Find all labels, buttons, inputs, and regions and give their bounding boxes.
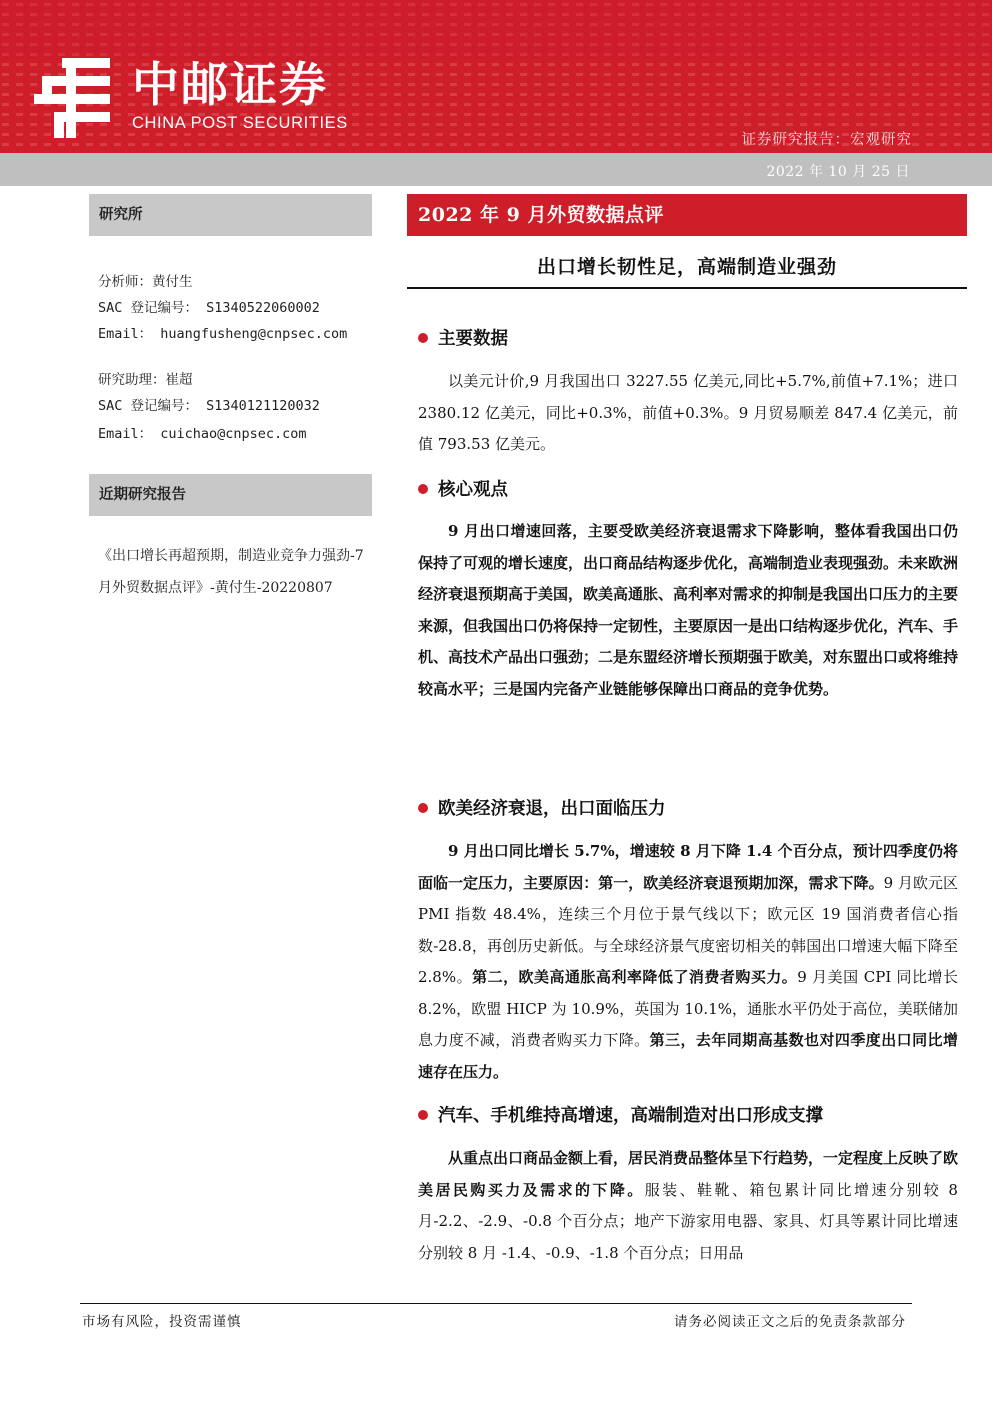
- paragraph-run: 9 月美国 CPI 同比增长 8.2%，欧盟 HICP 为 10.9%，英国为 10.1%，通胀水平仍处于高位，美联储加息力度不减，消费者购买力下降。: [418, 968, 959, 1049]
- paragraph-run-bold: 第三，去年同期高基数也对四季度出口同比增速存在压力。: [418, 1031, 958, 1081]
- section-paragraph: [418, 836, 958, 1088]
- section-heading-europe-us-recession: [418, 795, 666, 820]
- paragraph-run: 服装、鞋靴、箱包累计同比增速分别较 8 月-2.2、-2.9、-0.8 个百分点；地产下游家用电器、家具、灯具等累计同比增速分别较 8 月 -1.4、-0.9、-1.8 个百分点；日用品: [418, 1180, 958, 1262]
- subtitle-divider: [407, 287, 967, 289]
- analyst-name: 分析师：黄付生: [98, 274, 193, 290]
- section-heading-text: 汽车、手机维持高增速，高端制造对出口形成支撑: [438, 1106, 823, 1126]
- section-heading-autos-phones: [418, 1102, 823, 1127]
- assistant-email: Email： cuichao@cnpsec.com: [98, 426, 307, 442]
- paragraph-run-bold: 9 月出口增速回落，主要受欧美经济衰退需求下降影响，整体看我国出口仍保持了可观的增长速度，出口商品结构逐步优化，高端制造业表现强劲。未来欧洲经济衰退预期高于美国，欧美高通胀、高利率对需求的抑制是我国出口压力的主要来源，但我国出口仍将保持一定韧性，主要原因一是出口结构逐步优化，汽车、手机、高技术产品出口强劲；二是东盟经济增长预期强于欧美，对东盟出口或将维持较高水平；三是国内完备产业链能够保障出口商品的竞争优势。: [418, 522, 959, 698]
- section-heading-text: 主要数据: [438, 329, 508, 349]
- paragraph-run-bold: 第二，欧美高通胀高利率降低了消费者购买力。: [472, 968, 798, 986]
- analyst-email: Email： huangfusheng@cnpsec.com: [98, 326, 348, 342]
- section-paragraph: [418, 366, 958, 461]
- section-heading-key-data: [418, 325, 508, 350]
- brand-name-english: CHINA POST SECURITIES: [132, 114, 348, 132]
- report-subtitle: 出口增长韧性足，高端制造业强劲: [536, 256, 837, 278]
- section-paragraph: [418, 516, 958, 705]
- bullet-dot-icon: [418, 484, 428, 494]
- section-heading-core-views: [418, 476, 508, 501]
- institute-heading: 研究所: [89, 194, 372, 236]
- china-post-logo-icon: [34, 56, 112, 140]
- section-heading-text: 欧美经济衰退，出口面临压力: [438, 799, 666, 819]
- risk-warning: 市场有风险，投资需谨慎: [82, 1314, 242, 1330]
- date-bar: [0, 153, 992, 186]
- recent-report-link[interactable]: 《出口增长再超预期，制造业竞争力强劲-7 月外贸数据点评》-黄付生-20220807: [98, 548, 364, 596]
- disclaimer-notice: 请务必阅读正文之后的免责条款部分: [674, 1314, 906, 1330]
- paragraph-run: 9 月欧元区 PMI 指数 48.4%，连续三个月位于景气线以下；欧元区 19 国消费者信心指数-28.8，再创历史新低。与全球经济景气度密切相关的韩国出口增速大幅下降至 2.8%。: [418, 873, 958, 986]
- report-type: 证券研究报告：宏观研究: [741, 132, 912, 148]
- bullet-dot-icon: [418, 1110, 428, 1120]
- analyst-sac-number: SAC 登记编号： S1340522060002: [98, 300, 320, 316]
- paragraph-run-bold: 从重点出口商品金额上看，居民消费品整体呈下行趋势，一定程度上反映了欧美居民购买力及需求的下降。: [418, 1149, 959, 1199]
- assistant-name: 研究助理：崔超: [98, 372, 193, 388]
- recent-reports-heading: 近期研究报告: [89, 474, 372, 516]
- assistant-sac-number: SAC 登记编号： S1340121120032: [98, 398, 320, 414]
- report-title: 2022 年 9 月外贸数据点评: [407, 194, 967, 236]
- bullet-dot-icon: [418, 333, 428, 343]
- section-heading-text: 核心观点: [438, 480, 508, 500]
- footer-divider: [80, 1303, 912, 1304]
- brand-name-chinese: 中邮证券: [132, 58, 328, 113]
- report-date: 2022 年 10 月 25 日: [766, 164, 910, 180]
- header-banner: [0, 0, 992, 153]
- section-paragraph: [418, 1143, 958, 1269]
- paragraph-run: 以美元计价,9 月我国出口 3227.55 亿美元,同比+5.7%,前值+7.1%；进口 2380.12 亿美元，同比+0.3%，前值+0.3%。9 月贸易顺差 847.4 亿美元，前值 793.53 亿美元。: [418, 372, 958, 453]
- bullet-dot-icon: [418, 803, 428, 813]
- paragraph-run-bold: 9 月出口同比增长 5.7%，增速较 8 月下降 1.4 个百分点，预计四季度仍将面临一定压力，主要原因：第一，欧美经济衰退预期加深，需求下降。: [418, 842, 958, 892]
